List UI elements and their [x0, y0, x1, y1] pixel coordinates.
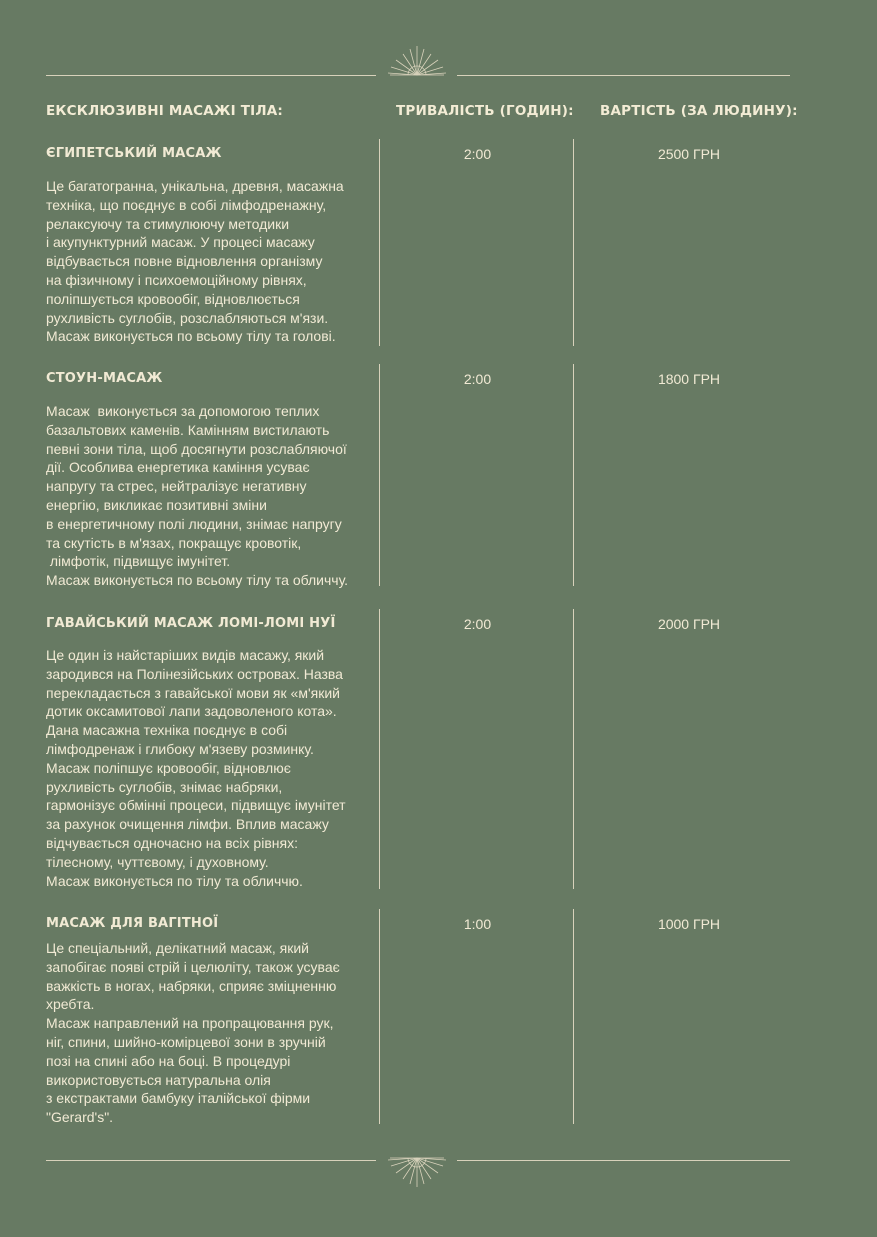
service-stone-massage	[0, 371, 877, 596]
service-egyptian-massage	[0, 146, 877, 356]
column-divider	[379, 909, 380, 1124]
bottom-divider-right	[457, 1160, 790, 1161]
sunburst-icon	[382, 1153, 452, 1193]
service-description: Це багатогранна, унікальна, древня, масажна техніка, що поєднує в собі лімфодренажну, релаксуючу та стимулюючу методики і акупунктурний масаж. У процесі масажу відбувається повне відновлення організму на фізичному і психоемоційному рівнях, поліпшується кровообіг, відновлюється рухливість суглобів, розслабляються м'язи. Масаж виконується по всьому тілу та голові.	[46, 178, 344, 345]
service-title: ЄГИПЕТСЬКИЙ МАСАЖ	[46, 146, 222, 161]
header-service-column: ЕКСКЛЮЗИВНІ МАСАЖІ ТІЛА:	[46, 103, 284, 119]
service-price: 2500 ГРН	[657, 146, 721, 162]
service-duration: 2:00	[463, 146, 492, 162]
service-duration: 1:00	[463, 916, 492, 932]
column-divider	[573, 609, 574, 889]
service-title: СТОУН-МАСАЖ	[46, 371, 163, 386]
service-title: ГАВАЙСЬКИЙ МАСАЖ ЛОМІ-ЛОМІ НУЇ	[46, 616, 336, 631]
column-divider	[379, 609, 380, 889]
service-description: Це один із найстаріших видів масажу, який зародився на Полінезійських островах. Назва перекладається з гавайської мови як «м'який дотик оксамитової лапи задоволеного кота». Дана масажна техніка поєднує в собі лімфодренаж і глибоку м'язеву розминку. Масаж поліпшує кровообіг, відновлює рухливість суглобів, знімає набряки, гармонізує обмінні процеси, підвищує імунітет за рахунок очищення лімфи. Вплив масажу відчувається одночасно на всіх рівнях: тілесному, чуттєвому, і духовному. Масаж виконується по тілу та обличчю.	[46, 647, 346, 889]
top-divider-left	[46, 75, 376, 76]
service-price: 1000 ГРН	[657, 916, 721, 932]
column-divider	[573, 139, 574, 346]
service-duration: 2:00	[463, 616, 492, 632]
column-divider	[573, 364, 574, 586]
column-divider	[573, 909, 574, 1124]
header-duration-column: ТРИВАЛІСТЬ (ГОДИН):	[396, 103, 574, 119]
service-title: МАСАЖ ДЛЯ ВАГІТНОЇ	[46, 916, 219, 931]
service-price: 1800 ГРН	[657, 371, 721, 387]
top-divider-right	[457, 75, 790, 76]
service-description: Це спеціальний, делікатний масаж, який запобігає появі стрій і целюліту, також усуває важкість в ногах, набряки, сприяє зміцненню хребта. Масаж направлений на пропрацювання рук, ніг, спини, шийно-комірцевої зони в зручній позі на спині або на боці. В процедурі використовується натуральна олія з екстрактами бамбуку італійської фірми "Gerard's".	[46, 940, 340, 1126]
sunburst-icon	[382, 40, 452, 80]
service-price: 2000 ГРН	[657, 616, 721, 632]
bottom-divider-left	[46, 1160, 376, 1161]
service-description: Масаж виконується за допомогою теплих базальтових каменів. Камінням вистилають певні зони тіла, щоб досягнути розслабляючої дії. Особлива енергетика каміння усуває напругу та стрес, нейтралізує негативну енергію, викликає позитивні зміни в енергетичному полі людини, знімає напругу та скутість в м'язах, покращує кровотік, лімфотік, підвищує імунітет. Масаж виконується по всьому тілу та обличчу.	[46, 403, 349, 589]
service-pregnancy-massage	[0, 916, 877, 1131]
column-divider	[379, 139, 380, 346]
service-duration: 2:00	[463, 371, 492, 387]
header-price-column: ВАРТІСТЬ (ЗА ЛЮДИНУ):	[600, 103, 798, 119]
service-lomi-lomi-massage	[0, 616, 877, 896]
column-divider	[379, 364, 380, 586]
